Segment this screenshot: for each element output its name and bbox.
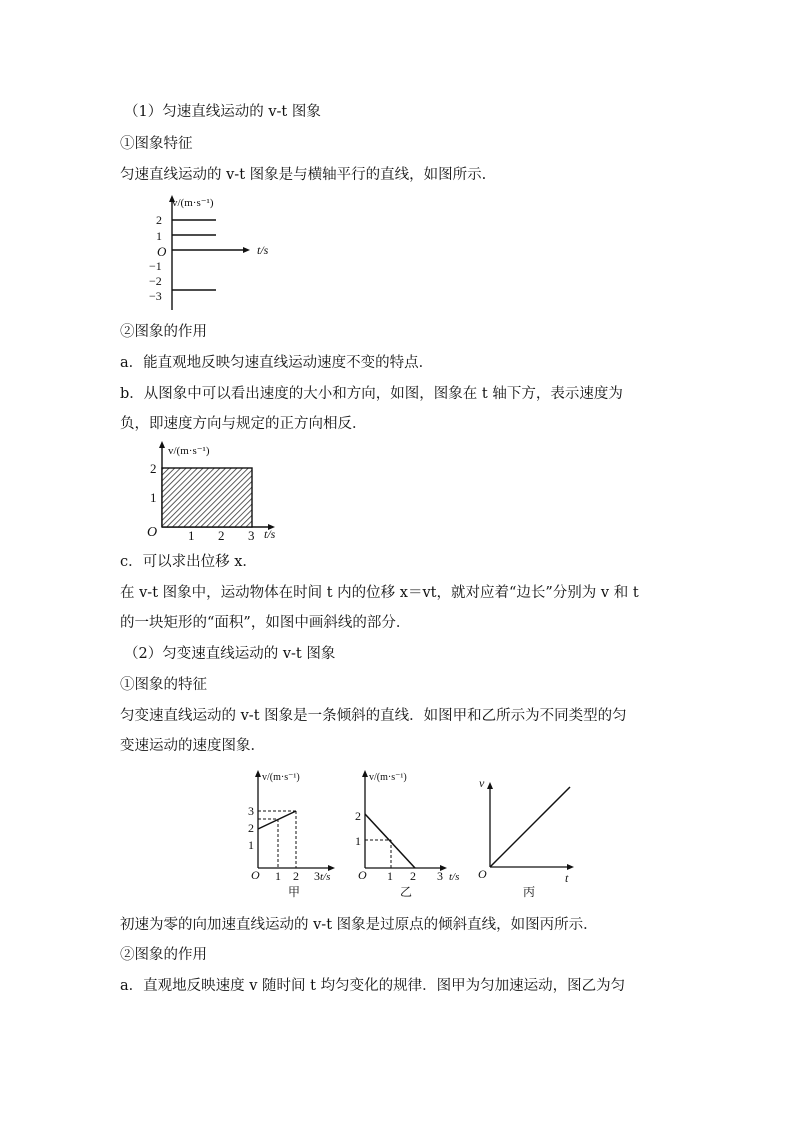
jia-ytick-2: 2 (248, 821, 254, 835)
yi-ylabel: v/(m·s⁻¹) (369, 772, 407, 783)
jia-xtick-3: 3 (314, 869, 320, 883)
fig1-ytick-1: 1 (156, 229, 162, 243)
fig1-uniform-vt-graph (140, 192, 280, 312)
s1-role-a: a．能直观地反映匀速直线运动速度不变的特点． (120, 355, 434, 371)
s1-role-c-desc1: 在 v-t 图象中，运动物体在时间 t 内的位移 x＝vt，就对应着“边长”分别为 v 和 t (120, 585, 639, 601)
yi-xtick-3: 3 (437, 869, 443, 883)
jia-ytick-3: 3 (248, 804, 254, 818)
fig2-ytick-1: 1 (150, 490, 157, 505)
yi-xtick-2: 2 (410, 869, 416, 883)
fig1-ytick-2: 2 (156, 213, 162, 227)
s1-feature-heading: ①图象特征 (120, 136, 193, 152)
s1-role-heading: ②图象的作用 (120, 324, 207, 340)
bing-ylabel: v (479, 776, 485, 790)
bing-origin: O (478, 867, 487, 881)
yi-ytick-2: 2 (355, 809, 361, 823)
s1-role-b-line2: 负，即速度方向与规定的正方向相反． (120, 416, 367, 432)
yi-ytick-1: 1 (355, 834, 361, 848)
s2-feature-desc1: 匀变速直线运动的 v-t 图象是一条倾斜的直线．如图甲和乙所示为不同类型的匀 (120, 708, 627, 724)
yi-line (365, 814, 415, 868)
s1-role-b-line1: b．从图象中可以看出速度的大小和方向，如图，图象在 t 轴下方，表示速度为 (120, 386, 623, 402)
fig2-ylabel: v/(m·s⁻¹) (168, 445, 210, 457)
fig2-ytick-2: 2 (150, 461, 157, 476)
fig2-xtick-3: 3 (248, 528, 255, 543)
yi-xtick-1: 1 (387, 869, 393, 883)
fig2-xtick-1: 1 (188, 528, 195, 543)
jia-xlabel: t/s (320, 871, 331, 883)
s2-zero-desc: 初速为零的向加速直线运动的 v-t 图象是过原点的倾斜直线，如图丙所示． (120, 917, 598, 933)
fig2-xtick-2: 2 (218, 528, 225, 543)
s2-feature-heading: ①图象的特征 (120, 677, 207, 693)
fig2-shaded-area (162, 468, 252, 527)
jia-caption: 甲 (288, 885, 301, 899)
bing-caption: 丙 (523, 885, 536, 899)
bing-line (490, 787, 570, 867)
jia-line (258, 811, 296, 829)
bing-xlabel: t (565, 871, 569, 885)
s2-feature-desc2: 变速运动的速度图象． (120, 738, 265, 754)
fig1-ytick-neg3: −3 (149, 289, 162, 303)
jia-ylabel: v/(m·s⁻¹) (262, 772, 300, 783)
s1-role-c: c．可以求出位移 x． (120, 554, 257, 570)
yi-caption: 乙 (400, 885, 413, 899)
yi-origin: O (358, 868, 367, 882)
fig1-ylabel: v/(m·s⁻¹) (172, 197, 214, 209)
jia-origin: O (251, 868, 260, 882)
fig-bing-graph (475, 765, 585, 900)
jia-xtick-2: 2 (293, 869, 299, 883)
s1-role-c-desc2: 的一块矩形的“面积”，如图中画斜线的部分． (120, 615, 411, 631)
fig1-ytick-neg1: −1 (149, 259, 162, 273)
section2-title: （2）匀变速直线运动的 v-t 图象 (124, 646, 336, 662)
section1-title: （1）匀速直线运动的 v-t 图象 (124, 104, 321, 120)
fig1-ytick-neg2: −2 (149, 274, 162, 288)
jia-xtick-1: 1 (275, 869, 281, 883)
fig2-area-graph (140, 440, 290, 545)
jia-ytick-1: 1 (248, 838, 254, 852)
s2-role-heading: ②图象的作用 (120, 947, 207, 963)
s1-feature-desc: 匀速直线运动的 v-t 图象是与横轴平行的直线，如图所示. (120, 167, 487, 183)
fig-yi-graph (345, 765, 470, 900)
yi-xlabel: t/s (449, 871, 460, 883)
fig-jia-graph (238, 765, 358, 900)
fig1-origin: O (157, 244, 167, 259)
fig2-origin: O (147, 525, 158, 540)
s2-role-a: a．直观地反映速度 v 随时间 t 均匀变化的规律．图甲为匀加速运动，图乙为匀 (120, 978, 626, 994)
fig1-xlabel: t/s (257, 243, 269, 257)
fig2-xlabel: t/s (264, 527, 276, 541)
